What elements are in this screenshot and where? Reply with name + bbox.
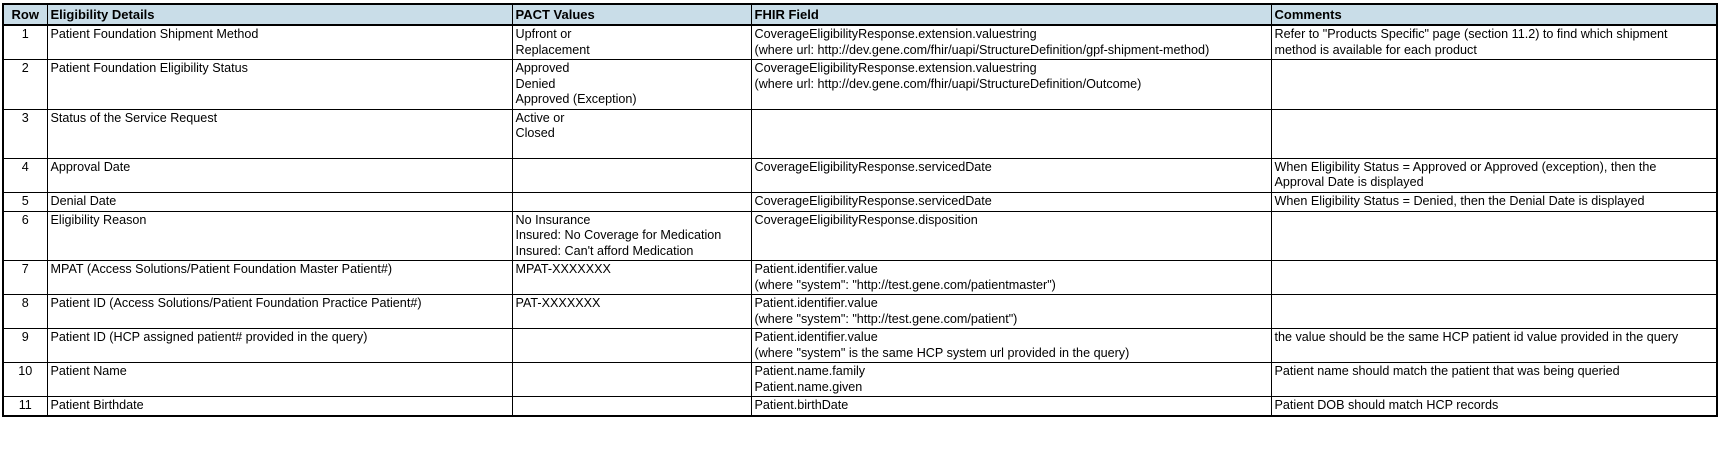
eligibility-cell[interactable] bbox=[47, 109, 512, 158]
table-row bbox=[3, 261, 1717, 295]
fhir-cell[interactable] bbox=[751, 25, 1271, 60]
pact-line: Approved (Exception) bbox=[515, 92, 637, 106]
row-number-cell[interactable]: 1 bbox=[3, 25, 47, 60]
eligibility-text: Denial Date bbox=[50, 193, 117, 208]
table-row bbox=[3, 60, 1717, 110]
table-row bbox=[3, 397, 1717, 417]
pact-line: Closed bbox=[515, 126, 555, 140]
row-number-cell[interactable]: 5 bbox=[3, 192, 47, 211]
pact-cell[interactable] bbox=[512, 211, 751, 261]
eligibility-text: Patient Foundation Shipment Method bbox=[50, 27, 259, 41]
comments-cell[interactable] bbox=[1271, 109, 1717, 158]
pact-line: Insured: No Coverage for Medication bbox=[515, 228, 722, 242]
row-number-cell[interactable]: 9 bbox=[3, 329, 47, 363]
eligibility-cell[interactable] bbox=[47, 158, 512, 192]
eligibility-mapping-sheet bbox=[2, 3, 1718, 417]
row-number-cell[interactable]: 2 bbox=[3, 60, 47, 110]
row-number-cell[interactable]: 10 bbox=[3, 363, 47, 397]
header-row-number[interactable]: Row bbox=[3, 4, 47, 25]
fhir-cell[interactable] bbox=[751, 329, 1271, 363]
header-row bbox=[3, 4, 1717, 25]
comments-cell[interactable] bbox=[1271, 60, 1717, 110]
eligibility-text: Patient ID (Access Solutions/Patient Foundation Practice Patient#) bbox=[50, 296, 422, 310]
fhir-cell[interactable] bbox=[751, 60, 1271, 110]
row-number-cell[interactable]: 8 bbox=[3, 295, 47, 329]
pact-cell[interactable] bbox=[512, 397, 751, 417]
eligibility-cell[interactable] bbox=[47, 329, 512, 363]
header-eligibility-details[interactable]: Eligibility Details bbox=[47, 4, 512, 25]
pact-line: Upfront or bbox=[515, 27, 572, 41]
comment-line: Patient name should match the patient that was being queried bbox=[1274, 364, 1620, 378]
comment-line: method is available for each product bbox=[1274, 42, 1477, 57]
row-number-cell[interactable]: 6 bbox=[3, 211, 47, 261]
comment-line: When Eligibility Status = Denied, then the Denial Date is displayed bbox=[1274, 193, 1645, 208]
fhir-line: Patient.identifier.value bbox=[754, 262, 878, 276]
eligibility-text: Patient ID (HCP assigned patient# provided in the query) bbox=[50, 330, 368, 344]
fhir-cell[interactable] bbox=[751, 192, 1271, 211]
pact-line: No Insurance bbox=[515, 212, 591, 227]
eligibility-text: Patient Birthdate bbox=[50, 398, 144, 412]
fhir-line: (where url: http://dev.gene.com/fhir/uapi/StructureDefinition/Outcome) bbox=[754, 76, 1142, 91]
pact-cell[interactable] bbox=[512, 329, 751, 363]
comments-cell[interactable] bbox=[1271, 295, 1717, 329]
eligibility-text: Patient Name bbox=[50, 364, 127, 378]
header-comments[interactable]: Comments bbox=[1271, 4, 1717, 25]
fhir-cell[interactable] bbox=[751, 397, 1271, 417]
fhir-line: Patient.name.family bbox=[754, 364, 866, 378]
fhir-line: (where "system": "http://test.gene.com/patient") bbox=[754, 311, 1018, 326]
eligibility-cell[interactable] bbox=[47, 60, 512, 110]
pact-cell[interactable] bbox=[512, 60, 751, 110]
pact-cell[interactable] bbox=[512, 295, 751, 329]
fhir-cell[interactable] bbox=[751, 158, 1271, 192]
row-number-cell[interactable]: 4 bbox=[3, 158, 47, 192]
table-row bbox=[3, 192, 1717, 211]
pact-cell[interactable] bbox=[512, 25, 751, 60]
fhir-line: CoverageEligibilityResponse.servicedDate bbox=[754, 159, 992, 174]
comment-line: Refer to "Products Specific" page (section 11.2) to find which shipment bbox=[1274, 27, 1668, 41]
comments-cell[interactable] bbox=[1271, 261, 1717, 295]
pact-line: Denied bbox=[515, 76, 556, 91]
fhir-line: CoverageEligibilityResponse.servicedDate bbox=[754, 193, 992, 208]
fhir-line: Patient.birthDate bbox=[754, 398, 849, 412]
row-number-cell[interactable]: 3 bbox=[3, 109, 47, 158]
pact-cell[interactable] bbox=[512, 109, 751, 158]
comments-cell[interactable] bbox=[1271, 363, 1717, 397]
eligibility-text: Approval Date bbox=[50, 159, 131, 174]
eligibility-cell[interactable] bbox=[47, 363, 512, 397]
comments-cell[interactable] bbox=[1271, 329, 1717, 363]
row-number-cell[interactable]: 11 bbox=[3, 397, 47, 417]
comments-cell[interactable] bbox=[1271, 158, 1717, 192]
pact-line: Active or bbox=[515, 110, 565, 125]
pact-cell[interactable] bbox=[512, 363, 751, 397]
pact-line: MPAT-XXXXXXX bbox=[515, 262, 611, 276]
eligibility-cell[interactable] bbox=[47, 25, 512, 60]
fhir-line: Patient.name.given bbox=[754, 379, 863, 394]
fhir-line: CoverageEligibilityResponse.extension.valuestring bbox=[754, 61, 1037, 75]
table-row bbox=[3, 363, 1717, 397]
fhir-line: CoverageEligibilityResponse.extension.valuestring bbox=[754, 27, 1037, 41]
fhir-line: (where "system": "http://test.gene.com/patientmaster") bbox=[754, 277, 1056, 292]
comments-cell[interactable] bbox=[1271, 211, 1717, 261]
comments-cell[interactable] bbox=[1271, 192, 1717, 211]
fhir-line: CoverageEligibilityResponse.disposition bbox=[754, 212, 978, 227]
eligibility-text: MPAT (Access Solutions/Patient Foundation Master Patient#) bbox=[50, 262, 393, 276]
eligibility-cell[interactable] bbox=[47, 192, 512, 211]
fhir-cell[interactable] bbox=[751, 261, 1271, 295]
pact-cell[interactable] bbox=[512, 192, 751, 211]
table-row bbox=[3, 109, 1717, 158]
fhir-cell[interactable] bbox=[751, 109, 1271, 158]
comments-cell[interactable] bbox=[1271, 25, 1717, 60]
comments-cell[interactable] bbox=[1271, 397, 1717, 417]
eligibility-cell[interactable] bbox=[47, 211, 512, 261]
eligibility-cell[interactable] bbox=[47, 295, 512, 329]
eligibility-text: Status of the Service Request bbox=[50, 110, 218, 125]
eligibility-cell[interactable] bbox=[47, 261, 512, 295]
pact-line: PAT-XXXXXXX bbox=[515, 296, 601, 310]
table-row bbox=[3, 211, 1717, 261]
table-row bbox=[3, 25, 1717, 60]
eligibility-text: Patient Foundation Eligibility Status bbox=[50, 61, 248, 75]
table-row bbox=[3, 329, 1717, 363]
fhir-cell[interactable] bbox=[751, 363, 1271, 397]
comment-line: Patient DOB should match HCP records bbox=[1274, 398, 1499, 412]
pact-cell[interactable] bbox=[512, 158, 751, 192]
comment-line: the value should be the same HCP patient id value provided in the query bbox=[1274, 330, 1679, 344]
fhir-cell[interactable] bbox=[751, 211, 1271, 261]
row-number-cell[interactable]: 7 bbox=[3, 261, 47, 295]
comment-line: Approval Date is displayed bbox=[1274, 175, 1424, 189]
fhir-line: (where url: http://dev.gene.com/fhir/uapi/StructureDefinition/gpf-shipment-method) bbox=[754, 42, 1210, 57]
table-row bbox=[3, 158, 1717, 192]
fhir-line: Patient.identifier.value bbox=[754, 296, 878, 310]
fhir-cell[interactable] bbox=[751, 295, 1271, 329]
header-fhir-field[interactable]: FHIR Field bbox=[751, 4, 1271, 25]
table-row bbox=[3, 295, 1717, 329]
fhir-line: Patient.identifier.value bbox=[754, 330, 878, 344]
pact-line: Insured: Can't afford Medication bbox=[515, 243, 694, 258]
comment-line: When Eligibility Status = Approved or Approved (exception), then the bbox=[1274, 159, 1657, 174]
pact-line: Replacement bbox=[515, 42, 590, 57]
eligibility-cell[interactable] bbox=[47, 397, 512, 417]
header-pact-values[interactable]: PACT Values bbox=[512, 4, 751, 25]
pact-line: Approved bbox=[515, 61, 570, 75]
fhir-line: (where "system" is the same HCP system url provided in the query) bbox=[754, 345, 1130, 360]
eligibility-text: Eligibility Reason bbox=[50, 212, 147, 227]
pact-cell[interactable] bbox=[512, 261, 751, 295]
eligibility-mapping-table bbox=[2, 3, 1718, 417]
